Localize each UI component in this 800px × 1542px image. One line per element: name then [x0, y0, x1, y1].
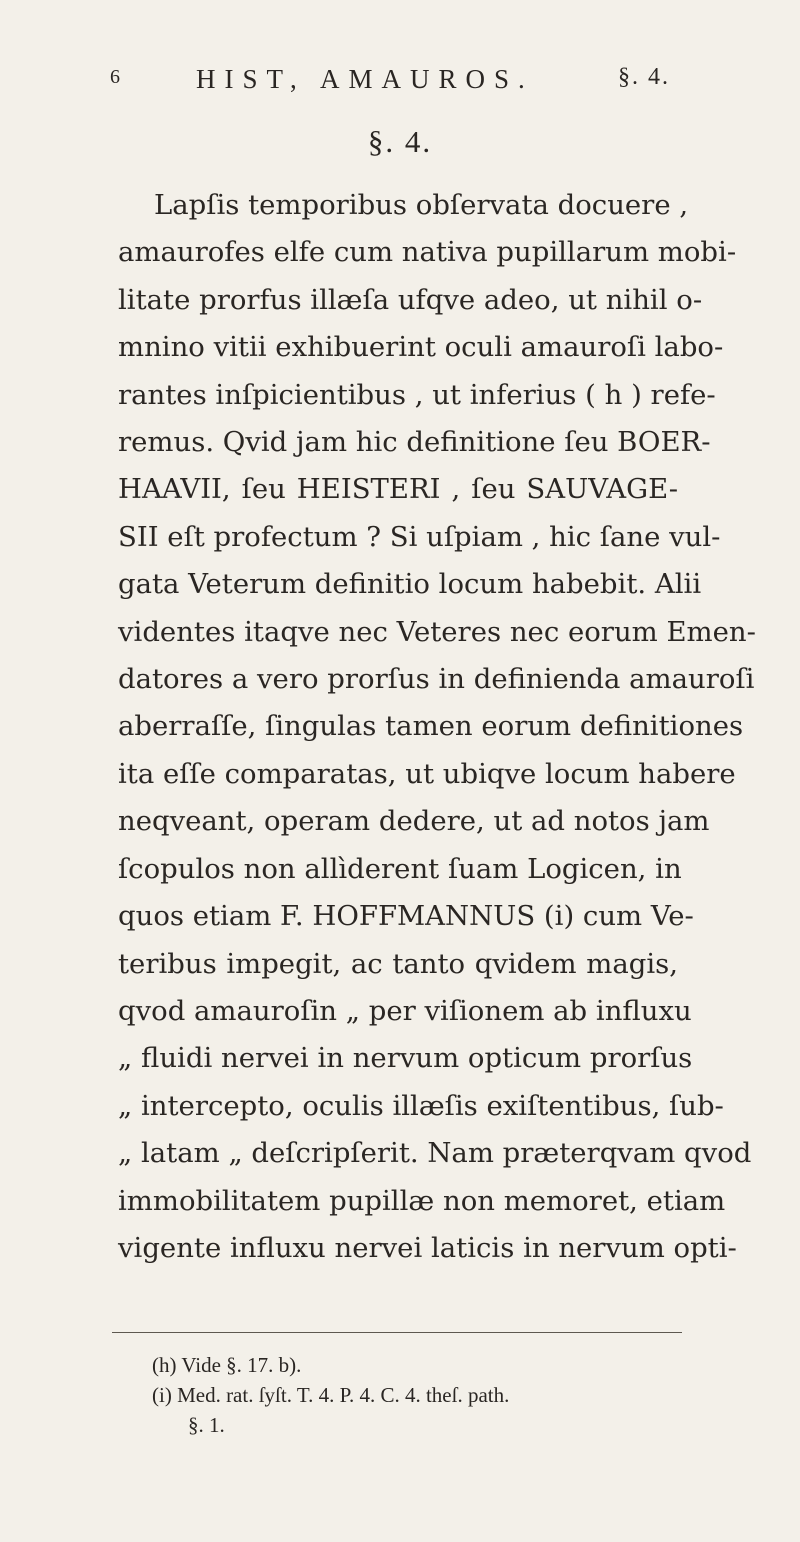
text-line: immobilitatem pupillæ non memoret, etiam [118, 1184, 726, 1217]
text-line: remus. Qvid jam hic definitione ſeu BOER- [118, 426, 711, 459]
page-number: 6 [110, 66, 124, 88]
text-line: gata Veterum definitio locum habebit. Alii [118, 568, 702, 601]
text-line: rantes inſpicientibus , ut inferius ( h ) refe- [118, 378, 716, 411]
text-line: „ fluidi nervei in nervum opticum prorſus [118, 1042, 693, 1075]
footnote-h: (h) Vide §. 17. b). [152, 1353, 302, 1377]
text-line: vigente influxu nervei laticis in nervum opti- [118, 1231, 737, 1264]
text-line: neqveant, operam dedere, ut ad notos jam [118, 805, 710, 838]
footnote-divider [112, 1332, 682, 1333]
footnote-i: (i) Med. rat. ſyſt. T. 4. P. 4. C. 4. theſ. path. [152, 1383, 510, 1407]
text-line: „ intercepto, oculis illæſis exiſtentibus, ſub- [118, 1089, 724, 1122]
footnote-i-continuation: §. 1. [188, 1413, 225, 1437]
text-line: ita eſſe comparatas, ut ubiqve locum habere [118, 757, 736, 790]
text-line: teribus impegit, ac tanto qvidem magis, [118, 947, 678, 980]
text-line: aberraſſe, ſingulas tamen eorum definitiones [118, 710, 744, 743]
text-line: quos etiam F. HOFFMANNUS (i) cum Ve- [118, 900, 694, 933]
page-header [110, 64, 670, 98]
body-paragraph [118, 182, 756, 1272]
header-section-ref: §. 4. [618, 64, 670, 90]
text-line: mnino vitii exhibuerint oculi amauroſi labo- [118, 331, 724, 364]
text-line: „ latam „ deſcripſerit. Nam præterqvam qvod [118, 1137, 752, 1170]
text-line: HAAVII, ſeu HEISTERI , ſeu SAUVAGE- [118, 473, 678, 506]
text-line: Lapſis temporibus obſervata docuere , [154, 189, 689, 221]
running-title: HIST, AMAUROS. [196, 64, 534, 94]
text-line: litate prorfus illæſa ufqve adeo, ut nihil o- [118, 283, 703, 316]
text-line: ſcopulos non allìderent ſuam Logicen, in [118, 852, 682, 885]
text-line: videntes itaqve nec Veteres nec eorum Emen- [118, 615, 756, 648]
text-line: qvod amauroſin „ per viſionem ab influxu [118, 994, 692, 1027]
text-line: datores a vero prorſus in definienda amauroſi [118, 663, 755, 696]
section-heading: §. 4. [367, 124, 433, 159]
text-line: SII eſt profectum ? Si uſpiam , hic ſane vul- [118, 520, 721, 553]
text-line: amaurofes elfe cum nativa pupillarum mobi- [118, 236, 737, 269]
footnotes [152, 1350, 682, 1440]
